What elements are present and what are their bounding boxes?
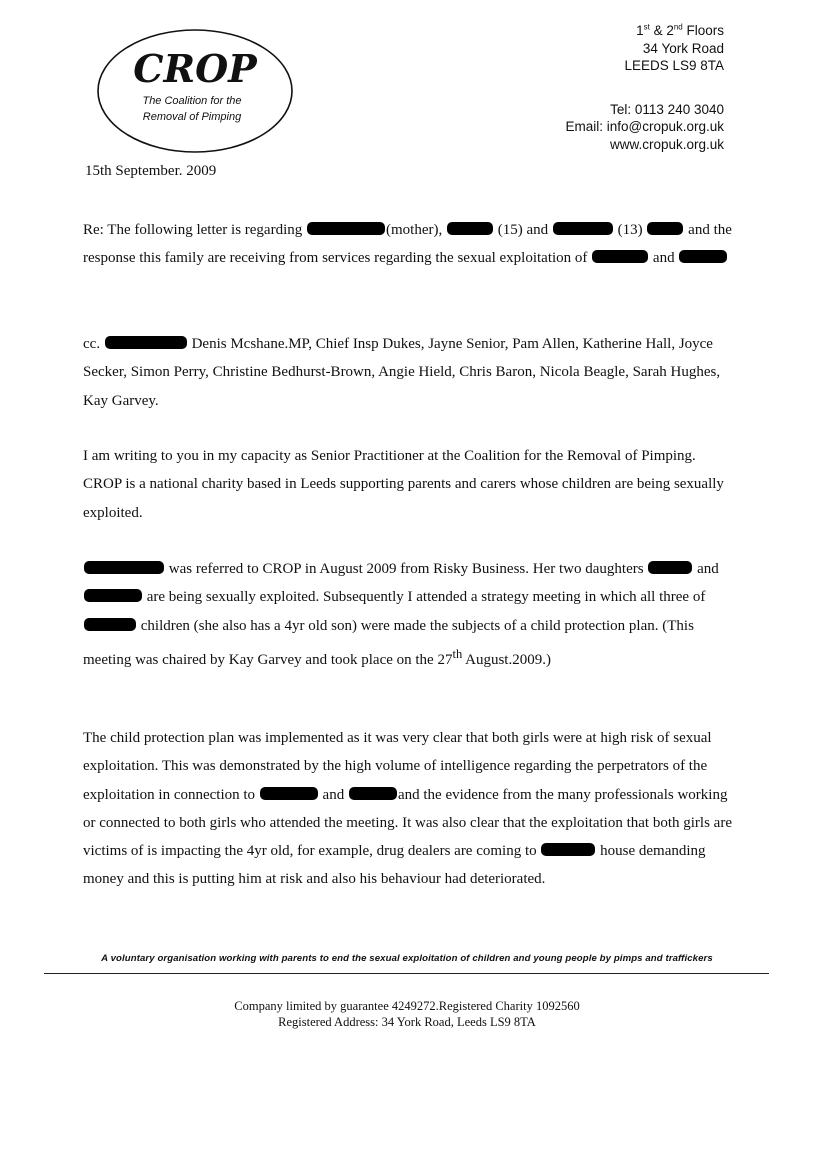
redaction: [647, 222, 683, 235]
organisation-tagline: A voluntary organisation working with parents to end the sexual exploitation of children and young people by pimps and traffickers: [101, 953, 713, 964]
address-tel: Tel: 0113 240 3040: [610, 101, 724, 117]
cc-paragraph: cc. Denis Mcshane.MP, Chief Insp Dukes, Jayne Senior, Pam Allen, Katherine Hall, Joyce Secker, Simon Perry, Christine Bedhurst-Brown, Angie Hield, Chris Baron, Nicola Beagle, Sarah Hughes, Kay Garvey.: [83, 336, 721, 409]
crop-logo: [96, 28, 294, 154]
footer-registration: [0, 998, 814, 1030]
address-email: Email: info@cropuk.org.uk: [565, 119, 724, 134]
redaction: [307, 222, 385, 235]
letter-date: 15th September. 2009: [85, 163, 217, 179]
redaction: [105, 336, 187, 349]
child-protection-paragraph: The child protection plan was implemented as it was very clear that both girls were at high risk of sexual exploitation. This was demonstrated by the high volume of intelligence regarding the perpetrators of the exploitation in connection to and and the evidence from the many professionals working or connected to both girls who attended the meeting. It was also clear that the exploitation that both girls are victims of is impacting the 4yr old, for example, drug dealers are coming to house demanding money and this is putting him at risk and also his behaviour had deteriorated.: [83, 730, 732, 888]
logo-subtitle-line2: Removal of Pimping: [142, 111, 242, 123]
footer-divider: [44, 973, 769, 974]
redaction: [84, 589, 142, 602]
redaction: [447, 222, 493, 235]
logo-ellipse-graphic: [96, 28, 294, 154]
sender-address: [565, 22, 724, 153]
address-floors: 1st & 2nd Floors: [636, 22, 724, 38]
redaction: [592, 250, 648, 263]
address-city: LEEDS LS9 8TA: [624, 58, 724, 73]
re-paragraph: Re: The following letter is regarding (mother), (15) and (13) and the response this family are receiving from services regarding the sexual exploitation of and: [83, 222, 732, 267]
address-web: www.cropuk.org.uk: [609, 136, 724, 152]
address-street: 34 York Road: [642, 40, 724, 56]
footer-address-line: Registered Address: 34 York Road, Leeds LS9 8TA: [278, 1015, 536, 1029]
redaction: [648, 561, 692, 574]
redaction: [349, 787, 397, 800]
redaction: [679, 250, 727, 263]
referral-paragraph: was referred to CROP in August 2009 from Risky Business. Her two daughters and are being sexually exploited. Subsequently I attended a strategy meeting in which all three of children (she also has a 4yr old son) were made the subjects of a child protection plan. (This meeting was chaired by Kay Garvey and took place on the 27th August.2009.): [83, 561, 719, 668]
footer-company-line: Company limited by guarantee 4249272.Registered Charity 1092560: [234, 999, 580, 1013]
redaction: [84, 561, 164, 574]
redaction: [260, 787, 318, 800]
redaction: [553, 222, 613, 235]
logo-name: CROP: [133, 46, 257, 91]
logo-subtitle-line1: The Coalition for the: [142, 95, 242, 107]
redaction: [84, 618, 136, 631]
redaction: [541, 843, 595, 856]
intro-paragraph: I am writing to you in my capacity as Senior Practitioner at the Coalition for the Removal of Pimping. CROP is a national charity based in Leeds supporting parents and carers whose children are being sexually exploited.: [83, 448, 724, 521]
